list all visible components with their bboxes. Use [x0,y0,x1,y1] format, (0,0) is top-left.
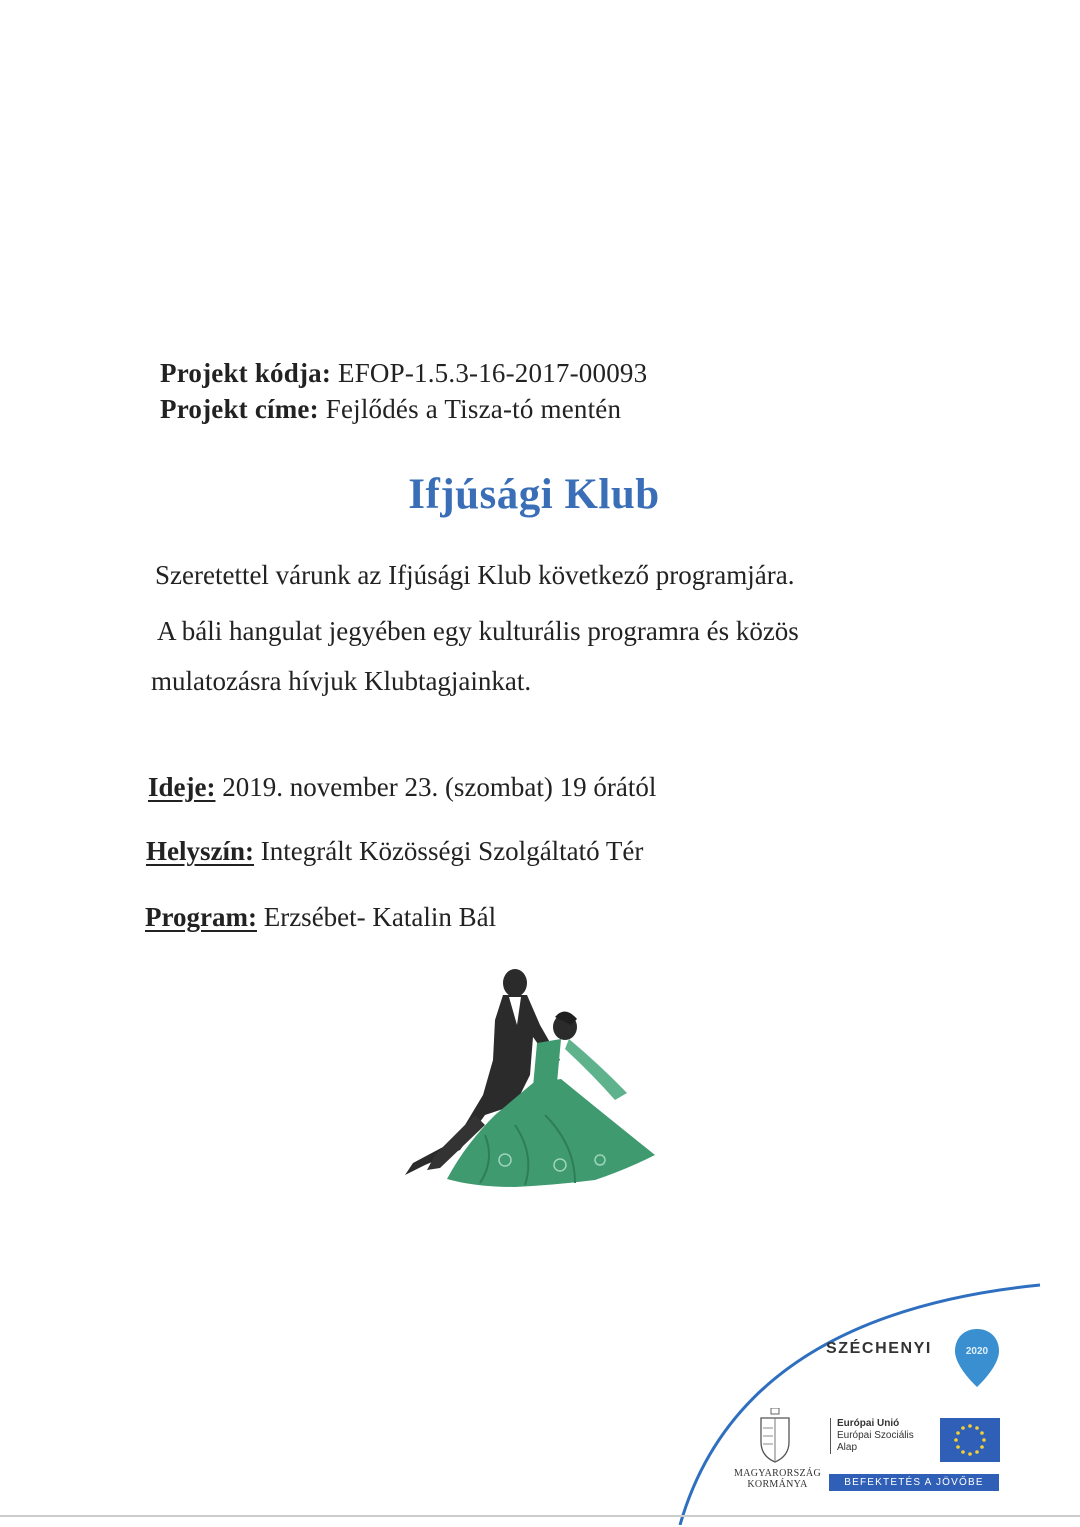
invitation-line-2: A báli hangulat jegyében egy kulturális programra és közös [157,616,799,646]
event-time [148,770,656,804]
eu-line-2: Európai Szociális [837,1430,914,1441]
project-code-value: EFOP-1.5.3-16-2017-00093 [338,358,648,388]
event-place-value: Integrált Közösségi Szolgáltató Tér [260,836,644,866]
event-program-value: Erzsébet- Katalin Bál [263,902,497,932]
eu-line-1: Európai Unió [837,1418,900,1429]
event-time-value: 2019. november 23. (szombat) 19 órától [222,772,657,802]
project-title-line [160,392,621,426]
eu-fund-text [830,1418,941,1454]
location-pin-icon [953,1327,1001,1389]
page-title: Ifjúsági Klub [408,471,660,518]
event-time-label: Ideje: [148,772,216,802]
event-place [146,834,643,868]
event-program-label: Program: [145,902,257,932]
event-place-label: Helyszín: [146,836,254,866]
invest-banner: BEFEKTETÉS A JÖVŐBE [829,1474,999,1491]
event-program [145,900,496,934]
hungarian-coat-of-arms-icon [758,1408,792,1464]
eu-flag-icon [940,1418,1000,1462]
invitation-line-1: Szeretettel várunk az Ifjúsági Klub következő programjára. [155,560,795,590]
project-title-label: Projekt címe: [160,394,319,424]
project-code-line [160,356,647,390]
project-title-value: Fejlődés a Tisza-tó mentén [325,394,622,424]
szechenyi-year: 2020 [965,1346,989,1357]
szechenyi-logo-text: SZÉCHENYI [826,1340,932,1357]
project-code-label: Projekt kódja: [160,358,332,388]
invitation-line-3: mulatozásra hívjuk Klubtagjainkat. [151,666,532,696]
eu-line-3: Alap [837,1442,858,1453]
dancing-couple-illustration [365,965,665,1190]
government-logo-text: MAGYARORSZÁG KORMÁNYA [734,1468,821,1490]
scan-edge [0,1515,1080,1517]
